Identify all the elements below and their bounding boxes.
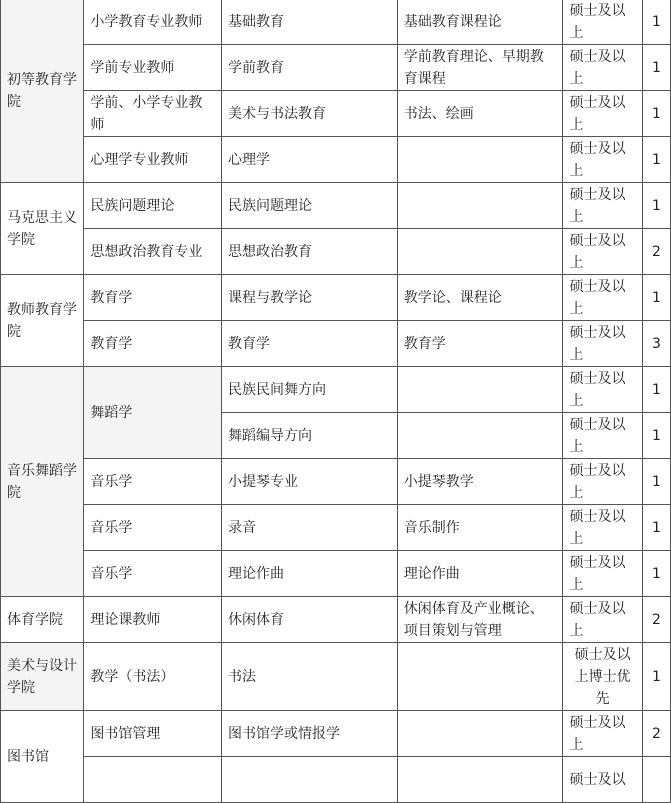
direction-cell — [397, 183, 563, 229]
college-cell: 图书馆 — [1, 711, 84, 803]
education-cell: 硕士及以上博士优先 — [563, 643, 642, 711]
post-cell: 教育学 — [84, 275, 222, 321]
post-cell: 音乐学 — [84, 505, 222, 551]
college-cell: 体育学院 — [1, 597, 84, 643]
post-cell: 教育学 — [84, 321, 222, 367]
post-cell: 小学教育专业教师 — [84, 0, 222, 45]
quota-cell: 1 — [642, 137, 670, 183]
quota-cell: 2 — [642, 229, 670, 275]
direction-cell: 理论作曲 — [397, 551, 563, 597]
education-cell: 硕士及以上 — [563, 459, 642, 505]
direction-cell: 休闲体育及产业概论、项目策划与管理 — [397, 597, 563, 643]
direction-cell — [397, 757, 563, 803]
table-row — [1, 505, 671, 551]
post-cell: 舞蹈学 — [84, 367, 222, 459]
post-cell: 思想政治教育专业 — [84, 229, 222, 275]
major-cell: 民族问题理论 — [221, 183, 397, 229]
table-row — [1, 91, 671, 137]
direction-cell — [397, 643, 563, 711]
direction-cell: 音乐制作 — [397, 505, 563, 551]
quota-cell: 2 — [642, 597, 670, 643]
post-cell: 学前专业教师 — [84, 45, 222, 91]
post-cell: 理论课教师 — [84, 597, 222, 643]
quota-cell: 1 — [642, 183, 670, 229]
quota-cell: 1 — [642, 459, 670, 505]
post-cell: 民族问题理论 — [84, 183, 222, 229]
major-cell: 心理学 — [221, 137, 397, 183]
major-cell: 理论作曲 — [221, 551, 397, 597]
education-cell: 硕士及以上 — [563, 711, 642, 757]
direction-cell: 教学论、课程论 — [397, 275, 563, 321]
table-row — [1, 459, 671, 505]
college-cell: 初等教育学院 — [1, 0, 84, 183]
post-cell: 教学（书法） — [84, 643, 222, 711]
post-cell: 心理学专业教师 — [84, 137, 222, 183]
college-cell: 音乐舞蹈学院 — [1, 367, 84, 597]
quota-cell: 3 — [642, 321, 670, 367]
table-row — [1, 275, 671, 321]
quota-cell: 1 — [642, 91, 670, 137]
education-cell: 硕士及以上 — [563, 321, 642, 367]
table-row — [1, 0, 671, 45]
education-cell: 硕士及以上 — [563, 413, 642, 459]
quota-cell: 1 — [642, 367, 670, 413]
quota-cell: 1 — [642, 643, 670, 711]
direction-cell — [397, 367, 563, 413]
major-cell: 录音 — [221, 505, 397, 551]
education-cell: 硕士及以上 — [563, 0, 642, 45]
college-cell: 美术与设计学院 — [1, 643, 84, 711]
post-cell: 学前、小学专业教师 — [84, 91, 222, 137]
major-cell: 学前教育 — [221, 45, 397, 91]
direction-cell — [397, 137, 563, 183]
quota-cell: 1 — [642, 0, 670, 45]
major-cell: 民族民间舞方向 — [221, 367, 397, 413]
major-cell: 美术与书法教育 — [221, 91, 397, 137]
post-cell — [84, 757, 222, 803]
major-cell: 休闲体育 — [221, 597, 397, 643]
education-cell: 硕士及以上 — [563, 91, 642, 137]
major-cell: 教育学 — [221, 321, 397, 367]
major-cell: 图书馆学或情报学 — [221, 711, 397, 757]
major-cell — [221, 757, 397, 803]
table-row — [1, 229, 671, 275]
table-row — [1, 45, 671, 91]
table-row — [1, 711, 671, 757]
direction-cell — [397, 413, 563, 459]
table-row — [1, 367, 671, 413]
quota-cell: 2 — [642, 711, 670, 757]
education-cell: 硕士及以上 — [563, 183, 642, 229]
education-cell: 硕士及以上 — [563, 367, 642, 413]
major-cell: 舞蹈编导方向 — [221, 413, 397, 459]
quota-cell: 1 — [642, 551, 670, 597]
table-row — [1, 643, 671, 711]
table-row — [1, 551, 671, 597]
college-cell: 教师教育学院 — [1, 275, 84, 367]
education-cell: 硕士及以上 — [563, 597, 642, 643]
direction-cell — [397, 711, 563, 757]
major-cell: 思想政治教育 — [221, 229, 397, 275]
quota-cell: 1 — [642, 505, 670, 551]
major-cell: 书法 — [221, 643, 397, 711]
direction-cell: 教育学 — [397, 321, 563, 367]
table-row — [1, 757, 671, 803]
quota-cell: 1 — [642, 45, 670, 91]
table-row — [1, 137, 671, 183]
education-cell: 硕士及以上 — [563, 275, 642, 321]
college-cell: 马克思主义学院 — [1, 183, 84, 275]
education-cell: 硕士及以上 — [563, 551, 642, 597]
education-cell: 硕士及以上 — [563, 137, 642, 183]
post-cell: 音乐学 — [84, 459, 222, 505]
post-cell: 音乐学 — [84, 551, 222, 597]
quota-cell — [642, 757, 670, 803]
direction-cell — [397, 229, 563, 275]
post-cell: 图书馆管理 — [84, 711, 222, 757]
direction-cell: 基础教育课程论 — [397, 0, 563, 45]
direction-cell: 小提琴教学 — [397, 459, 563, 505]
direction-cell: 学前教育理论、早期教育课程 — [397, 45, 563, 91]
education-cell: 硕士及以 — [563, 757, 642, 803]
table-row — [1, 183, 671, 229]
education-cell: 硕士及以上 — [563, 45, 642, 91]
quota-cell: 1 — [642, 275, 670, 321]
table-row — [1, 597, 671, 643]
major-cell: 基础教育 — [221, 0, 397, 45]
education-cell: 硕士及以上 — [563, 229, 642, 275]
education-cell: 硕士及以上 — [563, 505, 642, 551]
table-row — [1, 321, 671, 367]
quota-cell: 1 — [642, 413, 670, 459]
direction-cell: 书法、绘画 — [397, 91, 563, 137]
major-cell: 课程与教学论 — [221, 275, 397, 321]
major-cell: 小提琴专业 — [221, 459, 397, 505]
